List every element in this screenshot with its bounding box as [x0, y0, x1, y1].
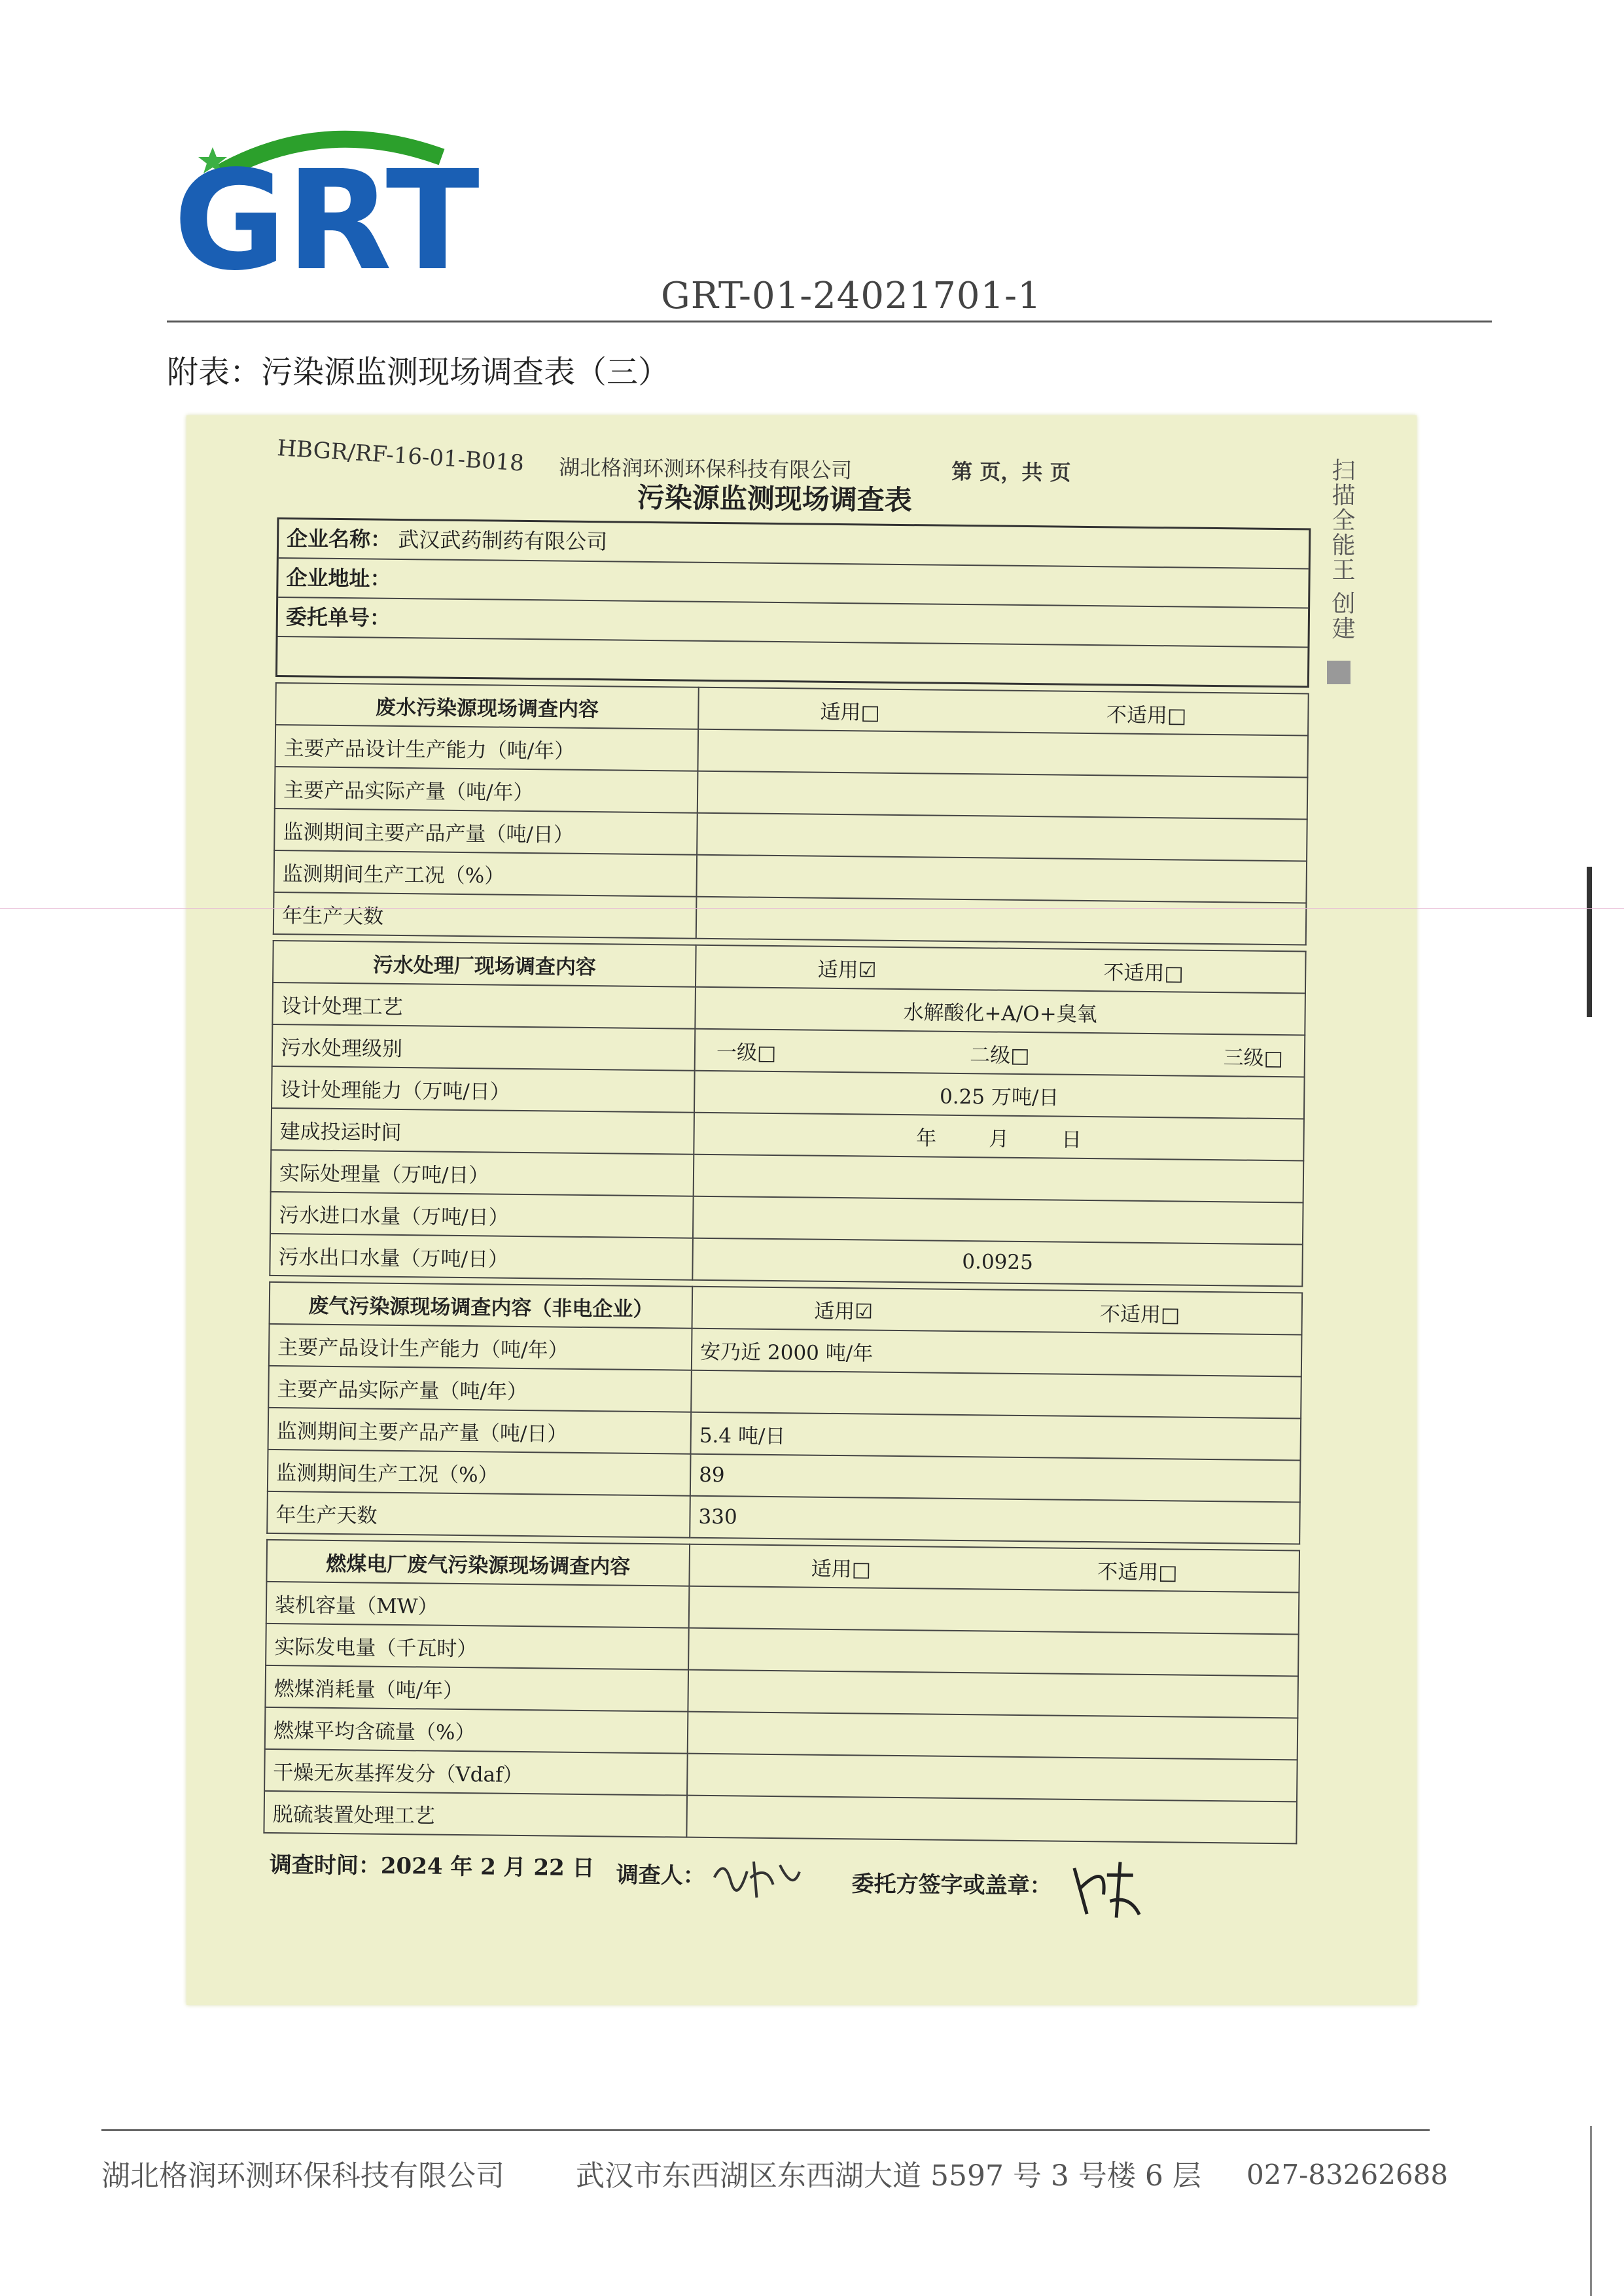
waste-gas-header: 废气污染源现场调查内容（非电企业）: [270, 1282, 693, 1329]
wastewater-applicable: 适用□: [820, 700, 880, 725]
year-label: 年: [915, 1126, 937, 1151]
operation-time-label: 建成投运时间: [271, 1108, 694, 1155]
footer-divider: [101, 2129, 1430, 2131]
outlet-label: 污水出口水量（万吨/日）: [270, 1234, 693, 1280]
actual-volume-value: [694, 1155, 1304, 1203]
coal-row-label: 燃煤平均含硫量（%）: [265, 1707, 688, 1754]
coal-power-section: [263, 1539, 1300, 1845]
scan-line: [0, 908, 1624, 909]
form-code: HBGR/RF-16-01-B018: [276, 434, 525, 477]
wastewater-row-value: [697, 771, 1308, 820]
survey-form: [262, 422, 1312, 1909]
coal-power-header: 燃煤电厂废气污染源现场调查内容: [266, 1540, 690, 1586]
waste-gas-row-label: 监测期间主要产品产量（吨/日）: [268, 1408, 692, 1454]
wastewater-section: [273, 682, 1309, 946]
waste-gas-applicable: 适用☑: [814, 1299, 874, 1324]
coal-not-applicable: 不适用□: [1097, 1559, 1178, 1584]
survey-date: 调查时间：2024 年 2 月 22 日: [269, 1851, 595, 1882]
design-process-value: 水解酸化+A/O+臭氧: [695, 987, 1305, 1035]
scan-edge-mark: [1587, 867, 1592, 1017]
grade-label: 污水处理级别: [272, 1024, 696, 1071]
entrust-no-label: 委托单号：: [285, 604, 391, 631]
waste-gas-row-label: 监测期间生产工况（%）: [268, 1450, 691, 1496]
footer-phone: 027-83262688: [1246, 2159, 1449, 2191]
day-label: 日: [1061, 1128, 1082, 1152]
surveyor-signature: [707, 1851, 806, 1905]
waste-gas-row-value: 安乃近 2000 吨/年: [692, 1329, 1302, 1377]
form-header: [277, 422, 1312, 485]
qr-icon: [1327, 661, 1350, 684]
waste-gas-row-label: 主要产品设计生产能力（吨/年）: [269, 1324, 692, 1370]
enterprise-info: [275, 517, 1311, 688]
inlet-label: 污水进口水量（万吨/日）: [270, 1192, 694, 1238]
sewage-plant-header: 污水处理厂现场调查内容: [273, 941, 696, 987]
design-capacity-label: 设计处理能力（万吨/日）: [272, 1066, 695, 1113]
waste-gas-row-value: 5.4 吨/日: [691, 1412, 1301, 1461]
footer-company: 湖北格润环测环保科技有限公司: [101, 2159, 504, 2193]
waste-gas-row-label: 年生产天数: [267, 1491, 690, 1538]
waste-gas-row-value: [691, 1370, 1301, 1419]
surveyor-label: 调查人：: [616, 1862, 705, 1889]
inlet-value: [693, 1196, 1303, 1245]
client-signature: [1067, 1855, 1146, 1921]
coal-row-value: [689, 1586, 1299, 1635]
design-process-label: 设计处理工艺: [272, 983, 696, 1029]
sewage-applicable: 适用☑: [817, 958, 877, 983]
document-number: GRT-01-24021701-1: [661, 275, 1042, 317]
form-company: 湖北格润环测环保科技有限公司: [559, 455, 853, 483]
scanner-watermark: 扫描全能王 创建: [1328, 458, 1355, 641]
coal-row-value: [688, 1628, 1299, 1677]
waste-gas-row-value: 89: [690, 1454, 1301, 1503]
coal-row-value: [686, 1796, 1297, 1844]
page-edge: [1590, 2126, 1592, 2296]
waste-gas-row-value: 330: [690, 1496, 1300, 1544]
waste-gas-row-label: 主要产品实际产量（吨/年）: [268, 1366, 692, 1412]
appendix-title: 附表：污染源监测现场调查表（三）: [167, 354, 670, 391]
client-sign-label: 委托方签字或盖章：: [851, 1871, 1052, 1900]
sewage-not-applicable: 不适用□: [1103, 960, 1184, 986]
scanned-form-sheet: [186, 415, 1417, 2005]
coal-row-label: 装机容量（MW）: [266, 1582, 690, 1628]
coal-row-label: 脱硫装置处理工艺: [264, 1791, 687, 1837]
form-title: 污染源监测现场调查表: [637, 481, 913, 517]
coal-row-value: [687, 1754, 1297, 1802]
month-label: 月: [988, 1126, 1010, 1151]
coal-row-label: 干燥无灰基挥发分（Vdaf）: [264, 1749, 688, 1796]
top-divider: [167, 321, 1492, 322]
wastewater-row-label: 主要产品设计生产能力（吨/年）: [275, 725, 698, 771]
wastewater-row-value: [697, 813, 1307, 861]
wastewater-row-value: [696, 897, 1307, 945]
coal-row-label: 实际发电量（千瓦时）: [266, 1624, 689, 1670]
form-footer: [262, 1840, 1297, 1910]
sewage-plant-section: [269, 940, 1306, 1287]
logo-text: GRT: [173, 141, 480, 288]
enterprise-name-value: 武汉武药制药有限公司: [398, 527, 608, 555]
wastewater-row-label: 监测期间生产工况（%）: [274, 850, 697, 897]
actual-volume-label: 实际处理量（万吨/日）: [271, 1150, 694, 1196]
coal-row-label: 燃煤消耗量（吨/年）: [265, 1665, 688, 1712]
wastewater-row-label: 监测期间主要产品产量（吨/日）: [274, 809, 697, 855]
coal-applicable: 适用□: [811, 1557, 872, 1582]
coal-row-value: [688, 1712, 1298, 1760]
grade-1: 一级□: [716, 1040, 777, 1065]
wastewater-row-value: [696, 855, 1307, 903]
grt-logo: [173, 111, 487, 288]
enterprise-name-label: 企业名称：: [286, 526, 392, 552]
grade-3: 三级□: [1223, 1045, 1284, 1070]
grade-2: 二级□: [970, 1043, 1030, 1068]
wastewater-not-applicable: 不适用□: [1106, 703, 1187, 728]
coal-row-value: [688, 1670, 1298, 1718]
waste-gas-section: [266, 1281, 1303, 1545]
page-info: 第 页，共 页: [951, 459, 1071, 485]
design-capacity-value: 0.25 万吨/日: [694, 1071, 1305, 1119]
wastewater-header: 废水污染源现场调查内容: [275, 683, 699, 729]
enterprise-address-label: 企业地址：: [286, 565, 391, 591]
footer-address: 武汉市东西湖区东西湖大道 5597 号 3 号楼 6 层: [576, 2159, 1201, 2193]
wastewater-row-value: [697, 729, 1308, 778]
outlet-value: 0.0925: [692, 1238, 1303, 1287]
waste-gas-not-applicable: 不适用□: [1099, 1302, 1180, 1327]
wastewater-row-label: 年生产天数: [274, 892, 697, 939]
wastewater-row-label: 主要产品实际产量（吨/年）: [275, 767, 698, 813]
